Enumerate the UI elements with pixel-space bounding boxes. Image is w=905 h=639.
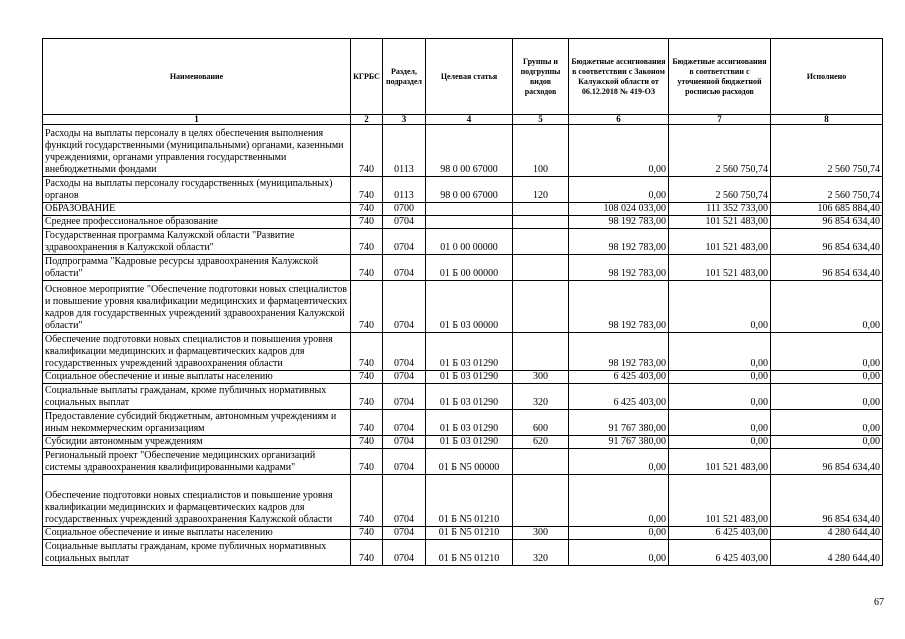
header-target: Целевая статья [426, 39, 513, 115]
table-row [43, 384, 883, 410]
cell-refined: 0,00 [669, 371, 771, 384]
table-body [43, 125, 883, 566]
cell-section: 0704 [383, 449, 426, 475]
cell-kgrbs: 740 [351, 216, 383, 229]
cell-kgrbs: 740 [351, 255, 383, 281]
cell-section: 0704 [383, 410, 426, 436]
cell-kgrbs: 740 [351, 540, 383, 566]
cell-law: 108 024 033,00 [569, 203, 669, 216]
cell-kgrbs: 740 [351, 177, 383, 203]
cell-section: 0704 [383, 281, 426, 333]
cell-section: 0704 [383, 371, 426, 384]
cell-law: 98 192 783,00 [569, 333, 669, 371]
cell-executed: 2 560 750,74 [771, 177, 883, 203]
cell-group [513, 449, 569, 475]
cell-law: 0,00 [569, 449, 669, 475]
cell-target: 98 0 00 67000 [426, 177, 513, 203]
cell-name: Основное мероприятие "Обеспечение подготовки новых специалистов и повышение уровня квалификации медицинских и фармацевтических кадров для государственных учреждений здравоохранения Калужской области" [43, 281, 351, 333]
cell-kgrbs: 740 [351, 449, 383, 475]
cell-refined: 101 521 483,00 [669, 449, 771, 475]
cell-group [513, 255, 569, 281]
cell-law: 91 767 380,00 [569, 410, 669, 436]
table-row [43, 125, 883, 177]
cell-name: ОБРАЗОВАНИЕ [43, 203, 351, 216]
cell-group: 300 [513, 527, 569, 540]
cell-group: 320 [513, 384, 569, 410]
cell-law: 0,00 [569, 125, 669, 177]
cell-target: 01 Б N5 01210 [426, 540, 513, 566]
cell-name: Социальные выплаты гражданам, кроме публичных нормативных социальных выплат [43, 384, 351, 410]
cell-name: Среднее профессиональное образование [43, 216, 351, 229]
cell-section: 0704 [383, 540, 426, 566]
cell-section: 0704 [383, 216, 426, 229]
cell-executed: 96 854 634,40 [771, 216, 883, 229]
cell-refined: 0,00 [669, 436, 771, 449]
cell-executed: 106 685 884,40 [771, 203, 883, 216]
table-row [43, 281, 883, 333]
cell-kgrbs: 740 [351, 125, 383, 177]
cell-executed: 96 854 634,40 [771, 475, 883, 527]
header-name: Наименование [43, 39, 351, 115]
cell-refined: 101 521 483,00 [669, 255, 771, 281]
cell-refined: 6 425 403,00 [669, 540, 771, 566]
cell-executed: 96 854 634,40 [771, 255, 883, 281]
table-row [43, 540, 883, 566]
cell-law: 98 192 783,00 [569, 216, 669, 229]
cell-name: Социальное обеспечение и иные выплаты населению [43, 371, 351, 384]
column-number: 2 [351, 115, 383, 125]
table-row [43, 333, 883, 371]
cell-law: 98 192 783,00 [569, 255, 669, 281]
header-groups: Группы и подгруппы видов расходов [513, 39, 569, 115]
cell-name: Обеспечение подготовки новых специалистов и повышение уровня квалификации медицинских и фармацевтических кадров для государственных учреждений здравоохранения Калужской области [43, 475, 351, 527]
column-number: 3 [383, 115, 426, 125]
cell-group [513, 475, 569, 527]
cell-refined: 2 560 750,74 [669, 125, 771, 177]
table-row [43, 255, 883, 281]
header-section: Раздел, подраздел [383, 39, 426, 115]
cell-executed: 4 280 644,40 [771, 527, 883, 540]
table-header [43, 39, 883, 125]
cell-name: Субсидии автономным учреждениям [43, 436, 351, 449]
cell-kgrbs: 740 [351, 410, 383, 436]
cell-law: 6 425 403,00 [569, 384, 669, 410]
cell-kgrbs: 740 [351, 333, 383, 371]
cell-target [426, 203, 513, 216]
cell-group: 600 [513, 410, 569, 436]
cell-executed: 0,00 [771, 410, 883, 436]
cell-name: Предоставление субсидий бюджетным, автономным учреждениям и иным некоммерческим организациям [43, 410, 351, 436]
table-row [43, 436, 883, 449]
cell-refined: 101 521 483,00 [669, 216, 771, 229]
cell-group [513, 229, 569, 255]
cell-executed: 0,00 [771, 333, 883, 371]
cell-executed: 96 854 634,40 [771, 229, 883, 255]
page-number: 67 [874, 597, 884, 608]
cell-group: 320 [513, 540, 569, 566]
table-row [43, 475, 883, 527]
cell-target: 01 Б 00 00000 [426, 255, 513, 281]
cell-law: 0,00 [569, 475, 669, 527]
cell-refined: 101 521 483,00 [669, 229, 771, 255]
cell-law: 91 767 380,00 [569, 436, 669, 449]
header-law: Бюджетные ассигнования в соответствии с Законом Калужской области от 06.12.2018 № 419-ОЗ [569, 39, 669, 115]
cell-target: 01 Б 03 01290 [426, 333, 513, 371]
cell-target: 01 Б N5 01210 [426, 527, 513, 540]
table-row [43, 410, 883, 436]
cell-section: 0704 [383, 527, 426, 540]
cell-executed: 0,00 [771, 281, 883, 333]
cell-group [513, 333, 569, 371]
cell-section: 0704 [383, 333, 426, 371]
cell-section: 0704 [383, 255, 426, 281]
header-executed: Исполнено [771, 39, 883, 115]
column-number: 7 [669, 115, 771, 125]
cell-name: Государственная программа Калужской области "Развитие здравоохранения в Калужской области" [43, 229, 351, 255]
cell-law: 6 425 403,00 [569, 371, 669, 384]
cell-group: 100 [513, 125, 569, 177]
cell-refined: 0,00 [669, 410, 771, 436]
cell-kgrbs: 740 [351, 475, 383, 527]
cell-executed: 0,00 [771, 371, 883, 384]
cell-section: 0704 [383, 436, 426, 449]
cell-name: Обеспечение подготовки новых специалистов и повышения уровня квалификации медицинских и фармацевтических кадров для государственных учреждений здравоохранения области [43, 333, 351, 371]
cell-law: 0,00 [569, 177, 669, 203]
header-refined: Бюджетные ассигнования в соответствии с уточненной бюджетной росписью расходов [669, 39, 771, 115]
cell-refined: 0,00 [669, 333, 771, 371]
cell-group [513, 216, 569, 229]
table-row [43, 216, 883, 229]
table-row [43, 527, 883, 540]
cell-group: 620 [513, 436, 569, 449]
cell-name: Подпрограмма "Кадровые ресурсы здравоохранения Калужской области" [43, 255, 351, 281]
cell-target: 01 Б 03 00000 [426, 281, 513, 333]
cell-target: 01 Б N5 00000 [426, 449, 513, 475]
column-number: 4 [426, 115, 513, 125]
table-row [43, 177, 883, 203]
cell-name: Расходы на выплаты персоналу государственных (муниципальных) органов [43, 177, 351, 203]
cell-section: 0700 [383, 203, 426, 216]
cell-executed: 2 560 750,74 [771, 125, 883, 177]
cell-refined: 101 521 483,00 [669, 475, 771, 527]
cell-target [426, 216, 513, 229]
cell-executed: 0,00 [771, 384, 883, 410]
cell-refined: 0,00 [669, 384, 771, 410]
cell-target: 01 0 00 00000 [426, 229, 513, 255]
cell-kgrbs: 740 [351, 436, 383, 449]
table-row [43, 371, 883, 384]
header-kgrbs: КГРБС [351, 39, 383, 115]
column-number: 1 [43, 115, 351, 125]
cell-section: 0704 [383, 229, 426, 255]
cell-name: Социальные выплаты гражданам, кроме публичных нормативных социальных выплат [43, 540, 351, 566]
cell-refined: 2 560 750,74 [669, 177, 771, 203]
cell-section: 0704 [383, 384, 426, 410]
cell-name: Расходы на выплаты персоналу в целях обеспечения выполнения функций государственными (муниципальными) органами, казенными учреждениями, органами управления государственными внебюджетными фондами [43, 125, 351, 177]
cell-law: 98 192 783,00 [569, 229, 669, 255]
cell-group: 120 [513, 177, 569, 203]
cell-kgrbs: 740 [351, 371, 383, 384]
cell-kgrbs: 740 [351, 203, 383, 216]
cell-executed: 0,00 [771, 436, 883, 449]
cell-law: 98 192 783,00 [569, 281, 669, 333]
cell-name: Социальное обеспечение и иные выплаты населению [43, 527, 351, 540]
column-number: 8 [771, 115, 883, 125]
cell-target: 01 Б 03 01290 [426, 371, 513, 384]
cell-law: 0,00 [569, 540, 669, 566]
cell-target: 01 Б 03 01290 [426, 384, 513, 410]
cell-group [513, 203, 569, 216]
cell-executed: 4 280 644,40 [771, 540, 883, 566]
cell-group [513, 281, 569, 333]
cell-target: 01 Б 03 01290 [426, 436, 513, 449]
table-row [43, 449, 883, 475]
cell-kgrbs: 740 [351, 229, 383, 255]
cell-kgrbs: 740 [351, 281, 383, 333]
cell-section: 0113 [383, 177, 426, 203]
budget-table [42, 38, 883, 566]
cell-refined: 0,00 [669, 281, 771, 333]
cell-refined: 111 352 733,00 [669, 203, 771, 216]
cell-executed: 96 854 634,40 [771, 449, 883, 475]
cell-target: 98 0 00 67000 [426, 125, 513, 177]
column-number: 5 [513, 115, 569, 125]
cell-section: 0704 [383, 475, 426, 527]
cell-law: 0,00 [569, 527, 669, 540]
column-number: 6 [569, 115, 669, 125]
cell-refined: 6 425 403,00 [669, 527, 771, 540]
cell-group: 300 [513, 371, 569, 384]
cell-name: Региональный проект "Обеспечение медицинских организаций системы здравоохранения квалифицированными кадрами" [43, 449, 351, 475]
table-row [43, 203, 883, 216]
cell-target: 01 Б N5 01210 [426, 475, 513, 527]
cell-kgrbs: 740 [351, 384, 383, 410]
cell-kgrbs: 740 [351, 527, 383, 540]
cell-section: 0113 [383, 125, 426, 177]
cell-target: 01 Б 03 01290 [426, 410, 513, 436]
table-row [43, 229, 883, 255]
